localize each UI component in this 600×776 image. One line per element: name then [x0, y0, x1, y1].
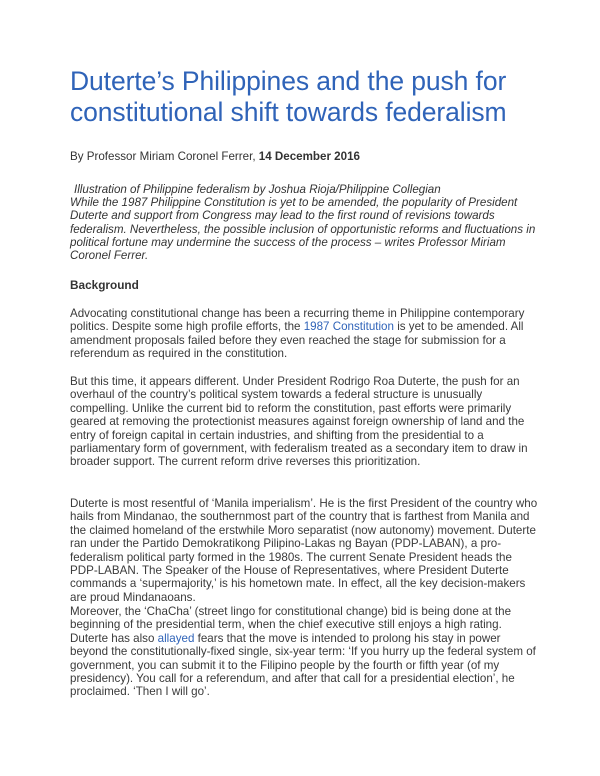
paragraph-1-text-a: Advocating constitutional change has been a recurring theme in Philippine contemporary politics. Despite some high profile efforts, the	[70, 307, 525, 334]
caption-standfirst: While the 1987 Philippine Constitution is yet to be amended, the popularity of President Duterte and support from Congress may lead to the first round of revisions towards federalism. Nevertheless, the possible inclusion of opportunistic reforms and fluctuations in political fortune may undermine the success of the process – writes Professor Miriam Coronel Ferrer.	[70, 196, 536, 263]
link-1987-constitution[interactable]: 1987 Constitution	[303, 320, 394, 334]
link-allayed[interactable]: allayed	[157, 631, 195, 645]
paragraph-2: But this time, it appears different. Under President Rodrigo Roa Duterte, the push for an overhaul of the country’s political system towards a federal structure is unusually compelling. Unlike the current bid to reform the constitution, past efforts were primarily geared at removing the protectionist measures against foreign ownership of land and the entry of foreign capital in certain industries, and shifting from the presidential to a parliamentary form of government, with federalism treated as a secondary item to draw in broader support. The current reform drive reverses this prioritization.	[70, 375, 528, 469]
paragraph-1-text-b: is yet to be amended. All amendment proposals failed before they even reached the stage for submission for a referendum as required in the constitution.	[70, 320, 524, 361]
article-title: Duterte’s Philippines and the push for constitutional shift towards federalism	[70, 66, 507, 127]
paragraph-1	[70, 307, 540, 361]
caption-credit: Illustration of Philippine federalism by Joshua Rioja/Philippine Collegian	[74, 183, 441, 196]
paragraph-3: Duterte is most resentful of ‘Manila imperialism’. He is the first President of the country who hails from Mindanao, the southernmost part of the country that is farthest from Manila and the claimed homeland of the erstwhile Moro separatist (now autonomy) movement. Duterte ran under the Partido Demokratikong Pilipino-Lakas ng Bayan (PDP-LABAN), a pro-federalism political party formed in the 1980s. The current Senate President heads the PDP-LABAN. The Speaker of the House of Representatives, where President Duterte commands a ‘supermajority,’ is his hometown mate. In effect, all the key decision-makers are proud Mindanaoans.	[70, 497, 538, 604]
byline	[70, 150, 540, 164]
image-caption	[70, 183, 540, 262]
paragraph-4-text-a: Moreover, the ‘ChaCha’ (street lingo for constitutional change) bid is being done at the beginning of the presidential term, when the chief executive still enjoys a high rating. Duterte has also	[70, 605, 512, 645]
paragraph-4	[70, 605, 540, 699]
paragraph-4-text-b: fears that the move is intended to prolong his stay in power beyond the constitutionally-fixed single, six-year term: ‘If you hurry up the federal system of government, you can submit it to the Filipino people by the fourth or fifth year (of my presidency). You call for a referendum, and after that call for a presidential election’, he proclaimed. ‘Then I will go’.	[70, 631, 536, 699]
byline-date: 14 December 2016	[258, 150, 360, 163]
byline-author: By Professor Miriam Coronel Ferrer,	[70, 150, 259, 163]
section-heading-background: Background	[70, 278, 139, 292]
